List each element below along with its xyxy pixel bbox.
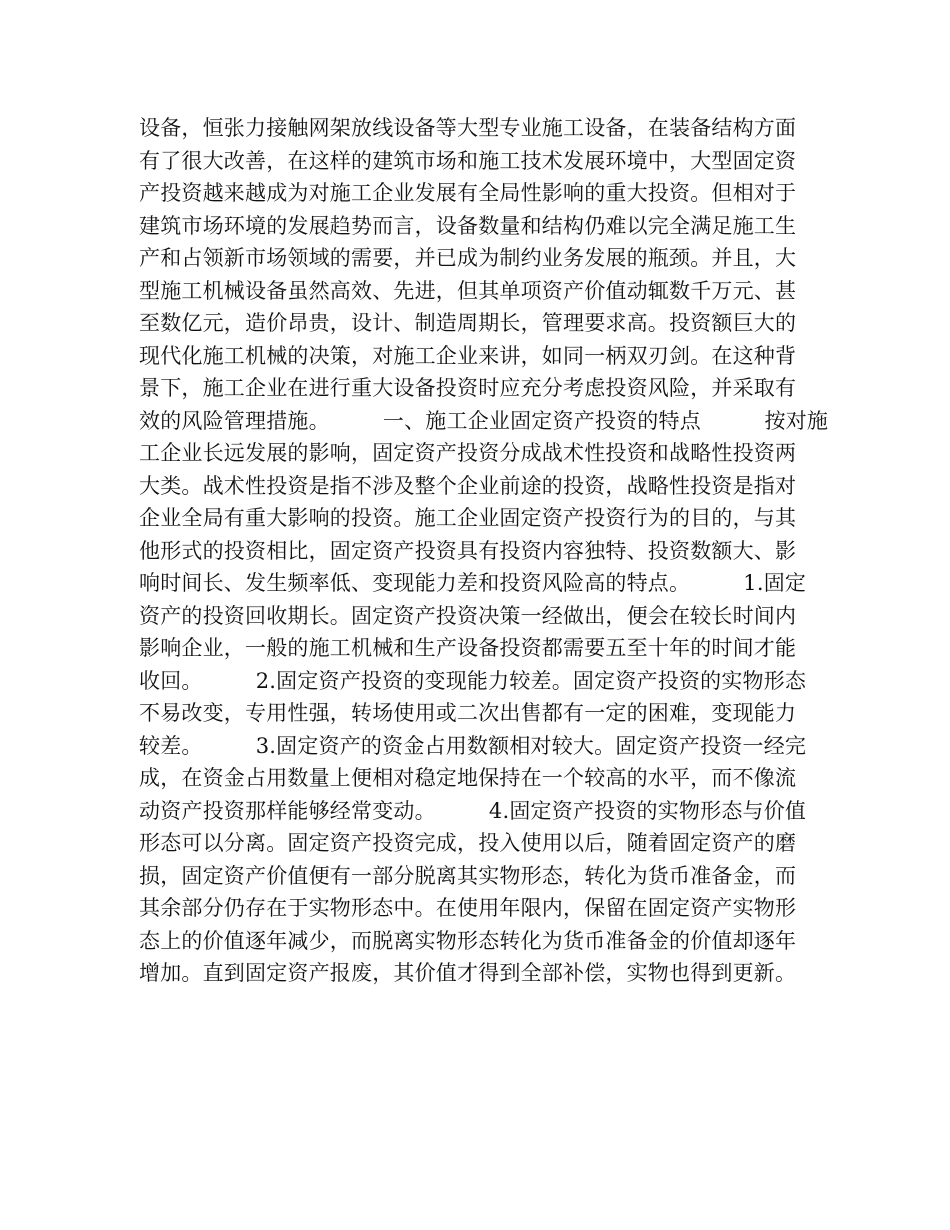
body-text	[139, 112, 829, 990]
text-line: 损，固定资产价值便有一部分脱离其实物形态，转化为货币准备金，而	[139, 863, 797, 888]
text-line: 有了很大改善，在这样的建筑市场和施工技术发展环境中，大型固定资	[139, 148, 797, 173]
text-line: 其余部分仍存在于实物形态中。在使用年限内，保留在固定资产实物形	[139, 896, 797, 920]
text-line: 型施工机械设备虽然高效、先进，但其单项资产价值动辄数千万元、甚	[139, 278, 797, 303]
text-line: 产和占领新市场领域的需要，并已成为制约业务发展的瓶颈。并且，大	[139, 246, 797, 270]
text-line: 资产的投资回收期长。固定资产投资决策一经做出，便会在较长时间内	[139, 603, 797, 628]
text-line: 工企业长远发展的影响，固定资产投资分成战术性投资和战略性投资两	[139, 441, 797, 465]
text-line: 较差。 3.固定资产的资金占用数额相对较大。固定资产投资一经完	[139, 733, 807, 758]
text-line: 不易改变，专用性强，转场使用或二次出售都有一定的困难，变现能力	[139, 701, 797, 725]
text-line: 响时间长、发生频率低、变现能力差和投资风险高的特点。 1.固定	[139, 571, 807, 595]
text-line: 现代化施工机械的决策，对施工企业来讲，如同一柄双刃剑。在这种背	[139, 343, 797, 368]
text-line: 他形式的投资相比，固定资产投资具有投资内容独特、投资数额大、影	[139, 538, 797, 563]
text-line: 态上的价值逐年减少，而脱离实物形态转化为货币准备金的价值却逐年	[139, 928, 797, 953]
text-line: 动资产投资那样能够经常变动。 4.固定资产投资的实物形态与价值	[139, 798, 807, 823]
text-line: 成，在资金占用数量上便相对稳定地保持在一个较高的水平，而不像流	[139, 766, 797, 790]
text-line: 景下，施工企业在进行重大设备投资时应充分考虑投资风险，并采取有	[139, 376, 797, 400]
text-line: 影响企业，一般的施工机械和生产设备投资都需要五至十年的时间才能	[139, 636, 797, 660]
text-line: 建筑市场环境的发展趋势而言，设备数量和结构仍难以完全满足施工生	[139, 213, 797, 238]
text-line: 大类。战术性投资是指不涉及整个企业前途的投资，战略性投资是指对	[139, 473, 797, 498]
text-line: 企业全局有重大影响的投资。施工企业固定资产投资行为的目的，与其	[139, 506, 797, 530]
text-line: 效的风险管理措施。 一、施工企业固定资产投资的特点 按对施	[139, 408, 829, 433]
text-line: 收回。 2.固定资产投资的变现能力较差。固定资产投资的实物形态	[139, 668, 807, 693]
text-line: 产投资越来越成为对施工企业发展有全局性影响的重大投资。但相对于	[139, 181, 797, 205]
text-line: 至数亿元，造价昂贵，设计、制造周期长，管理要求高。投资额巨大的	[139, 311, 797, 335]
text-line: 增加。直到固定资产报废，其价值才得到全部补偿，实物也得到更新。	[139, 961, 797, 985]
text-line: 设备，恒张力接触网架放线设备等大型专业施工设备，在装备结构方面	[139, 116, 797, 140]
text-line: 形态可以分离。固定资产投资完成，投入使用以后，随着固定资产的磨	[139, 831, 797, 855]
